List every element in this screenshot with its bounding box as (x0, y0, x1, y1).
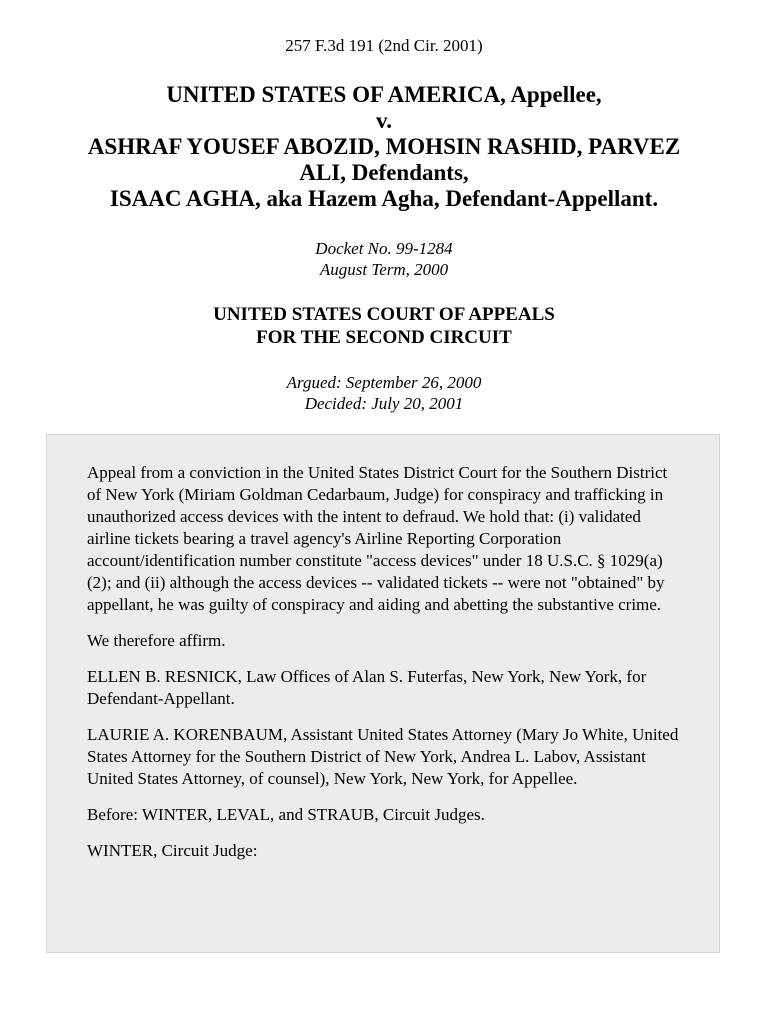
case-caption (0, 82, 768, 212)
court-name-line2: FOR THE SECOND CIRCUIT (256, 327, 512, 348)
caption-appellant: ISAAC AGHA, aka Hazem Agha, Defendant-Appellant. (109, 186, 659, 211)
docket-number: Docket No. 99-1284 (315, 239, 453, 258)
caption-defendants: ASHRAF YOUSEF ABOZID, MOHSIN RASHID, PARVEZ (87, 134, 681, 159)
decided-date: Decided: July 20, 2001 (304, 394, 464, 413)
case-summary-box (46, 434, 720, 953)
appellant-counsel-paragraph: ELLEN B. RESNICK, Law Offices of Alan S. Futerfas, New York, New York, for Defendant-Appellant. (87, 667, 647, 708)
court-name (0, 303, 768, 349)
case-dates (0, 372, 768, 414)
panel-paragraph: Before: WINTER, LEVAL, and STRAUB, Circuit Judges. (87, 805, 485, 824)
caption-appellee: UNITED STATES OF AMERICA, Appellee, (166, 82, 602, 107)
case-citation: 257 F.3d 191 (2nd Cir. 2001) (285, 36, 483, 55)
author-paragraph: WINTER, Circuit Judge: (87, 841, 258, 860)
holding-paragraph: Appeal from a conviction in the United States District Court for the Southern District of New York (Miriam Goldman Cedarbaum, Judge) for conspiracy and trafficking in unauthorized access devices with the intent to defraud. We hold that: (i) validated airline tickets bearing a travel agency's Airline Reporting Corporation account/identification number constitute "access devices" under 18 U.S.C. § 1029(a)(2); and (ii) although the access devices -- validated tickets -- were not "obtained" by appellant, he was guilty of conspiracy and aiding and abetting the substantive crime. (87, 463, 668, 614)
court-name-line1: UNITED STATES COURT OF APPEALS (213, 304, 555, 325)
caption-defendants-cont: ALI, Defendants, (299, 160, 469, 185)
disposition-paragraph: We therefore affirm. (87, 631, 226, 650)
docket-term: August Term, 2000 (319, 260, 449, 279)
appellee-counsel-paragraph: LAURIE A. KORENBAUM, Assistant United States Attorney (Mary Jo White, United States Attorney for the Southern District of New York, Andrea L. Labov, Assistant United States Attorney, of counsel), New York, New York, for Appellee. (87, 725, 679, 788)
caption-versus: v. (376, 108, 392, 133)
docket-info (0, 238, 768, 280)
argued-date: Argued: September 26, 2000 (286, 373, 482, 392)
